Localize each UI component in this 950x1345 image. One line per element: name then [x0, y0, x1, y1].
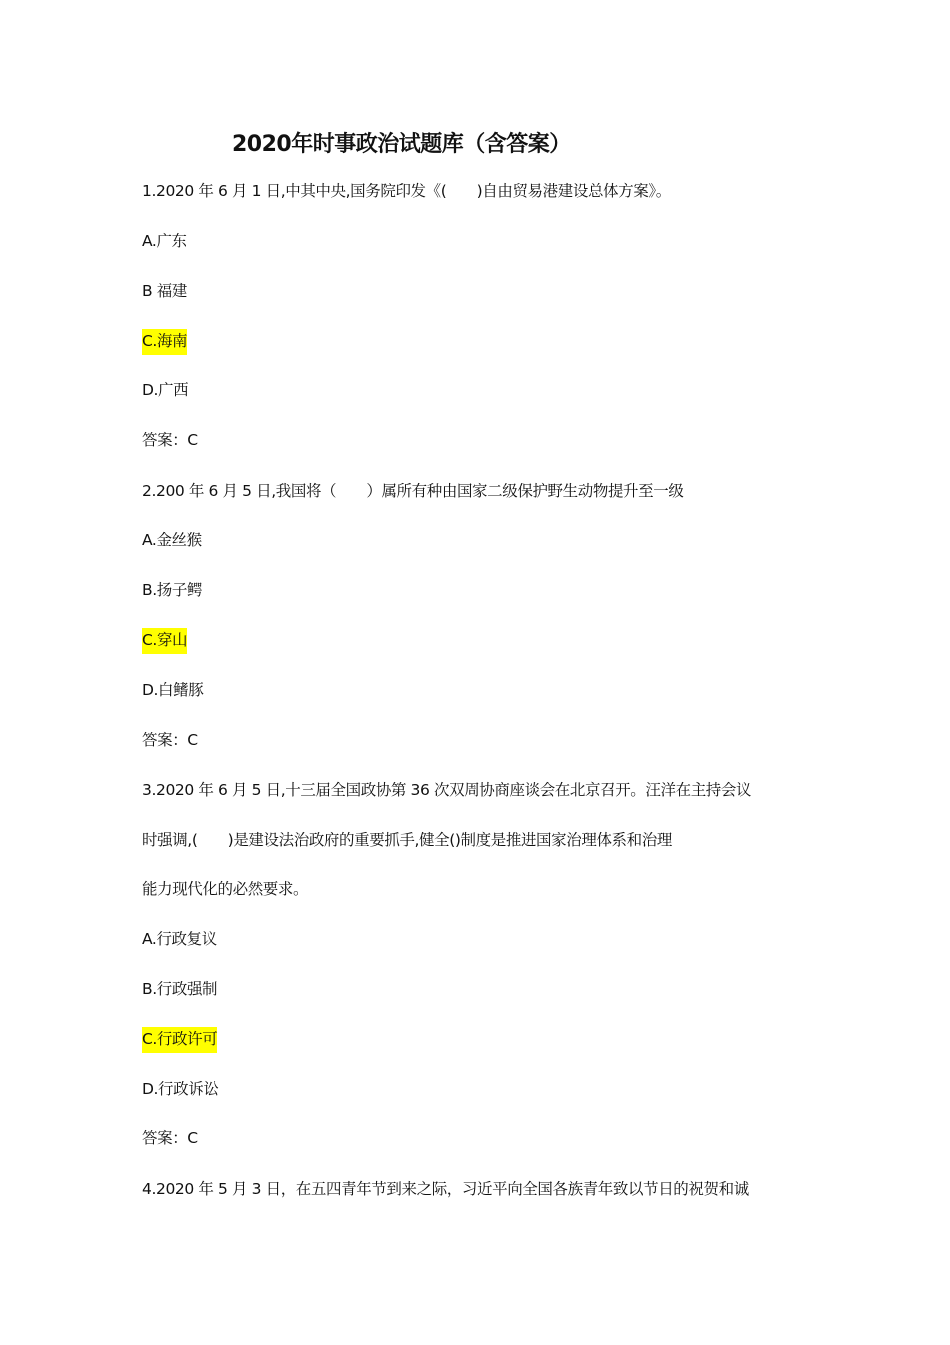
question-1-answer: 答案：C: [142, 431, 198, 449]
question-2-answer: 答案：C: [142, 731, 198, 749]
question-3-option-a: A.行政复议: [142, 930, 217, 948]
question-4-stem: 4.2020 年 5 月 3 日，在五四青年节到来之际，习近平向全国各族青年致以节日的祝贺和诚: [142, 1180, 749, 1198]
question-3-stem-line-1: 3.2020 年 6 月 5 日,十三届全国政协第 36 次双周协商座谈会在北京召开。汪洋在主持会议: [142, 781, 752, 799]
question-3-option-c: [142, 1027, 217, 1051]
question-1-stem: 1.2020 年 6 月 1 日,中其中央,国务院印发《( )自由贸易港建设总体方案》。: [142, 182, 671, 200]
question-1-option-c: [142, 329, 187, 353]
question-3-answer: 答案：C: [142, 1129, 198, 1147]
question-2-option-c: [142, 628, 187, 652]
question-3-stem-line-3: 能力现代化的必然要求。: [142, 880, 309, 898]
highlighted-answer: C.穿山: [142, 628, 187, 654]
question-2-stem: 2.200 年 6 月 5 日,我国将（ ）属所有种由国家二级保护野生动物提升至一级: [142, 482, 684, 500]
document-title: 2020年时事政治试题库（含答案）: [232, 132, 571, 157]
question-2-option-b: B.扬子鳄: [142, 581, 203, 599]
question-1-option-b: B 福建: [142, 282, 187, 300]
question-1-option-a: A.广东: [142, 232, 187, 250]
question-2-option-d: D.白鳍豚: [142, 681, 204, 699]
question-3-option-b: B.行政强制: [142, 980, 218, 998]
question-3-stem-line-2: 时强调,( )是建设法治政府的重要抓手,健全()制度是推进国家治理体系和治理: [142, 831, 672, 849]
question-1-option-d: D.广西: [142, 381, 189, 399]
question-2-option-a: A.金丝猴: [142, 531, 202, 549]
question-3-option-d: D.行政诉讼: [142, 1080, 219, 1098]
highlighted-answer: C.海南: [142, 329, 187, 355]
highlighted-answer: C.行政许可: [142, 1027, 217, 1053]
